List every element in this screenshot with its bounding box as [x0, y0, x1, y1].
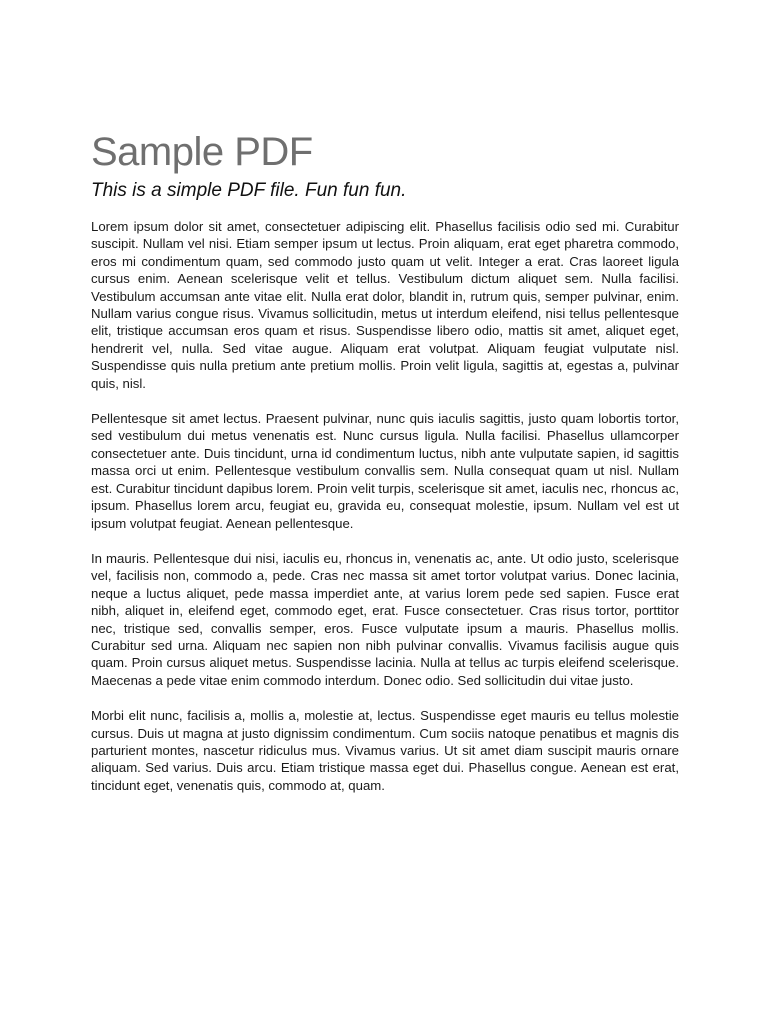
- document-body: [91, 218, 679, 794]
- document-title: Sample PDF: [91, 130, 313, 174]
- paragraph-2: Pellentesque sit amet lectus. Praesent pulvinar, nunc quis iaculis sagittis, justo quam lobortis tortor, sed vestibulum dui metus venenatis est. Nunc cursus ligula. Nulla facilisi. Phasellus ullamcorper consectetuer ante. Duis tincidunt, urna id condimentum luctus, nibh ante vulputate sapien, id sagittis massa orci ut enim. Pellentesque vestibulum convallis sem. Nulla consequat quam ut nisl. Nullam est. Curabitur tincidunt dapibus lorem. Proin velit turpis, scelerisque sit amet, iaculis nec, rhoncus ac, ipsum. Phasellus lorem arcu, feugiat eu, gravida eu, consequat molestie, ipsum. Nullam vel est ut ipsum volutpat feugiat. Aenean pellentesque.: [91, 411, 679, 531]
- document-subtitle: This is a simple PDF file. Fun fun fun.: [91, 180, 407, 201]
- paragraph-4: Morbi elit nunc, facilisis a, mollis a, molestie at, lectus. Suspendisse eget mauris eu tellus molestie cursus. Duis ut magna at justo dignissim condimentum. Cum sociis natoque penatibus et magnis dis parturient montes, nascetur ridiculus mus. Vivamus varius. Ut sit amet diam suscipit mauris ornare aliquam. Sed varius. Duis arcu. Etiam tristique massa eget dui. Phasellus congue. Aenean est erat, tincidunt eget, venenatis quis, commodo at, quam.: [91, 708, 679, 793]
- paragraph-1: Lorem ipsum dolor sit amet, consectetuer adipiscing elit. Phasellus facilisis odio sed mi. Curabitur suscipit. Nullam vel nisi. Etiam semper ipsum ut lectus. Proin aliquam, erat eget pharetra commodo, eros mi condimentum quam, sed commodo justo quam ut velit. Integer a erat. Cras laoreet ligula cursus enim. Aenean scelerisque velit et tellus. Vestibulum dictum aliquet sem. Nulla facilisi. Vestibulum accumsan ante vitae elit. Nulla erat dolor, blandit in, rutrum quis, semper pulvinar, enim. Nullam varius congue risus. Vivamus sollicitudin, metus ut interdum eleifend, nisi tellus pellentesque elit, tristique accumsan eros quam et risus. Suspendisse libero odio, mattis sit amet, aliquet eget, hendrerit vel, nulla. Sed vitae augue. Aliquam erat volutpat. Aliquam feugiat vulputate nisl. Suspendisse quis nulla pretium ante pretium mollis. Proin velit ligula, sagittis at, egestas a, pulvinar quis, nisl.: [91, 219, 679, 391]
- document-page: [91, 128, 679, 812]
- paragraph-3: In mauris. Pellentesque dui nisi, iaculis eu, rhoncus in, venenatis ac, ante. Ut odio justo, scelerisque vel, facilisis non, commodo a, pede. Cras nec massa sit amet tortor volutpat varius. Donec lacinia, neque a luctus aliquet, pede massa imperdiet ante, at varius lorem pede sed sapien. Fusce erat nibh, aliquet in, eleifend eget, commodo eget, erat. Fusce consectetuer. Cras risus tortor, porttitor nec, tristique sed, convallis semper, eros. Fusce vulputate ipsum a mauris. Phasellus mollis. Curabitur sed urna. Aliquam nec sapien non nibh pulvinar convallis. Vivamus facilisis augue quis quam. Proin cursus aliquet metus. Suspendisse lacinia. Nulla at tellus ac turpis eleifend scelerisque. Maecenas a pede vitae enim commodo interdum. Donec odio. Sed sollicitudin dui vitae justo.: [91, 550, 679, 688]
